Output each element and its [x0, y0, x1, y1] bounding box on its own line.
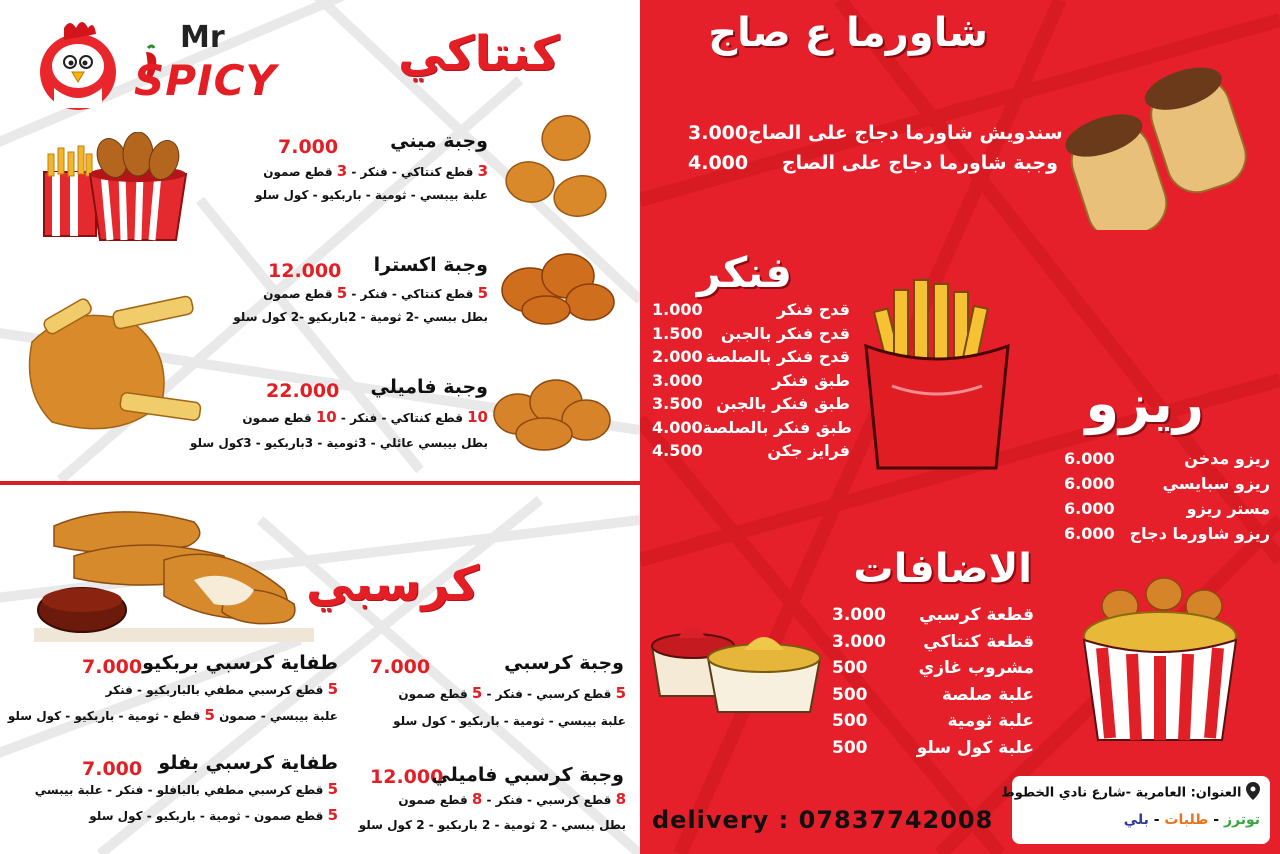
rizo-item-name: ريزو مدخن — [1184, 449, 1270, 468]
logo-spicy-text: SPICY — [134, 56, 277, 105]
crispy-family-name: وجبة كرسبي فاميلي — [431, 764, 624, 786]
mini-meal-count: 3 — [477, 162, 488, 180]
rizo-item-name: مستر ريزو — [1186, 499, 1270, 518]
fries-item-price: 2.000 — [652, 347, 703, 367]
family-meal-price: 22.000 — [266, 380, 340, 402]
rizo-item-price: 6.000 — [1064, 474, 1115, 493]
mini-meal-bread: قطع صمون — [263, 165, 337, 179]
section-divider — [0, 481, 640, 485]
fries-row — [652, 369, 850, 393]
fries-item-name: فرايز جكن — [767, 441, 850, 461]
extra-meal-name: وجبة اكسترا — [373, 254, 488, 276]
extras-item-price: 500 — [832, 684, 868, 705]
extras-item-name: قطعة كرسبي — [919, 605, 1034, 626]
family-meal-count: 10 — [467, 408, 488, 426]
extras-title: الاضافات — [853, 546, 1032, 592]
extra-meal-count: 5 — [477, 284, 488, 302]
extras-item-name: علبة ثومية — [947, 711, 1034, 732]
address-label: العنوان: — [1190, 785, 1242, 801]
shawarma-item-name: سندويش شاورما دجاج على الصاج — [748, 122, 1063, 144]
bbq-crispy-bread-count: 5 — [204, 706, 215, 724]
family-meal-bread: قطع صمون — [242, 411, 316, 425]
mini-meal-line1 — [263, 162, 488, 180]
bbq-crispy-text: قطع كرسبي مطفي بالباربكيو - فنكر — [105, 683, 328, 697]
family-meal-line1 — [242, 408, 488, 426]
buffalo-crispy-count: 5 — [327, 780, 338, 798]
app-separator: - — [1208, 812, 1224, 828]
buffalo-crispy-line2-text: قطع صمون - ثومية - باربكيو - كول سلو — [89, 809, 328, 823]
buffalo-crispy-name: طفاية كرسبي بفلو — [158, 752, 338, 774]
sauces-image — [648, 606, 824, 716]
buffalo-crispy-line2 — [89, 806, 338, 824]
mini-meal-bread-count: 3 — [336, 162, 348, 180]
family-meal-name: وجبة فاميلي — [370, 376, 488, 398]
extra-meal-bread-count: 5 — [336, 284, 348, 302]
mini-meal-name: وجبة ميني — [390, 130, 488, 152]
address-box — [1001, 776, 1270, 844]
extras-row — [832, 682, 1034, 709]
extras-item-price: 500 — [832, 711, 868, 732]
delivery-phone: delivery : 07837742008 — [652, 806, 994, 834]
buffalo-crispy-line1 — [35, 780, 338, 798]
extra-meal-bread: قطع صمون — [263, 287, 337, 301]
extras-item-price: 3.000 — [832, 605, 886, 626]
family-meal-line2: بطل بيبسي عائلي - 3ثومية - 3باربكيو - 3كول سلو — [189, 436, 488, 450]
rizo-list — [1064, 446, 1270, 546]
app-separator: - — [1148, 812, 1165, 828]
fries-row — [652, 298, 850, 322]
crispy-family-count: 8 — [615, 790, 626, 808]
fries-item-name: قدح فنكر بالصلصة — [705, 347, 850, 367]
crispy-strips-image — [34, 500, 314, 642]
rizo-title: ريزو — [1085, 372, 1204, 435]
crispy-family-line2: بطل ببسي - 2 ثومية - 2 باربكيو - 2 كول سلو — [358, 818, 626, 832]
extras-item-name: قطعة كنتاكي — [923, 631, 1034, 652]
shawarma-item-name: وجبة شاورما دجاج على الصاج — [781, 152, 1058, 174]
rizo-item-price: 6.000 — [1064, 449, 1115, 468]
fries-row — [652, 392, 850, 416]
shawarma-wrap-image — [1056, 64, 1256, 230]
extra-meal-text: قطع كنتاكي - فنكر - — [347, 287, 478, 301]
fries-image — [862, 276, 1012, 472]
mini-meal-line2: علبة بيبسي - ثومية - باربكيو - كول سلو — [255, 188, 488, 202]
extras-item-price: 500 — [832, 658, 868, 679]
fries-item-name: طبق فنكر بالجبن — [716, 394, 850, 414]
extra-meal-price: 12.000 — [268, 260, 342, 282]
extras-item-name: مشروب غازي — [918, 658, 1034, 679]
crispy-meal-count: 5 — [615, 684, 626, 702]
fries-row — [652, 416, 850, 440]
rizo-row — [1064, 471, 1270, 496]
shawarma-title: شاورما ع صاج — [708, 10, 988, 56]
extras-item-name: علبة صلصة — [941, 684, 1034, 705]
delivery-apps — [1022, 812, 1260, 828]
extras-row — [832, 735, 1034, 762]
rizo-item-price: 6.000 — [1064, 499, 1115, 518]
mini-meal-text: قطع كنتاكي - فنكر - — [347, 165, 478, 179]
extras-item-price: 500 — [832, 737, 868, 758]
fries-item-price: 4.500 — [652, 441, 703, 461]
fries-item-name: طبق فنكر — [772, 370, 850, 390]
fries-list — [652, 298, 850, 463]
family-chicken-image — [488, 374, 614, 454]
crispy-meal-bread: قطع صمون — [398, 687, 472, 701]
fries-item-name: قدح فنكر — [776, 300, 850, 320]
crispy-meal-bread-count: 5 — [471, 684, 483, 702]
shawarma-row-1 — [688, 122, 1063, 144]
crispy-family-bread-count: 8 — [471, 790, 483, 808]
toters-label: توترز — [1223, 812, 1260, 828]
extra-meal-line2: بطل ببسي -2 ثومية - 2باربكيو -2 كول سلو — [233, 310, 488, 324]
shawarma-row-2 — [688, 152, 1058, 174]
fries-row — [652, 439, 850, 463]
rizo-item-name: ريزو سبايسي — [1162, 474, 1270, 493]
crispy-family-price: 12.000 — [370, 766, 444, 788]
address-line — [1001, 782, 1260, 804]
crispy-family-text: قطع كرسبي - فنكر - — [482, 793, 616, 807]
rooster-logo-icon — [34, 18, 122, 114]
buffalo-crispy-price: 7.000 — [82, 758, 143, 780]
extras-row — [832, 655, 1034, 682]
kentucky-bucket-image — [40, 132, 190, 244]
fries-row — [652, 345, 850, 369]
bbq-crispy-price: 7.000 — [82, 656, 143, 678]
extras-item-name: علبة كول سلو — [916, 737, 1034, 758]
fries-item-name: طبق فنكر بالصلصة — [702, 417, 852, 437]
buffalo-crispy-text: قطع كرسبي مطفي بالبافلو - فنكر - علبة بيبسي — [34, 783, 328, 797]
rizo-row — [1064, 496, 1270, 521]
kentucky-title: كنتاكي — [398, 26, 560, 82]
crispy-meal-line1 — [398, 684, 626, 702]
rizo-row — [1064, 446, 1270, 471]
talabat-label: طلبات — [1164, 812, 1209, 828]
crispy-meal-text: قطع كرسبي - فنكر - — [482, 687, 616, 701]
family-meal-bread-count: 10 — [315, 408, 337, 426]
mini-meal-price: 7.000 — [278, 136, 339, 158]
fries-item-price: 1.500 — [652, 323, 703, 343]
rizo-bucket-image — [1080, 576, 1240, 744]
bbq-crispy-name: طفاية كرسبي بربكيو — [142, 652, 338, 674]
extras-row — [832, 602, 1034, 629]
fries-item-price: 4.000 — [652, 417, 703, 437]
shawarma-item-price: 3.000 — [688, 122, 749, 144]
bly-label: بلي — [1123, 812, 1149, 828]
crispy-family-line1 — [398, 790, 626, 808]
extras-item-price: 3.000 — [832, 631, 886, 652]
crispy-meal-price: 7.000 — [370, 656, 431, 678]
extras-row — [832, 629, 1034, 656]
rizo-row — [1064, 521, 1270, 546]
fries-item-price: 1.000 — [652, 300, 703, 320]
rizo-item-name: ريزو شاورما دجاج — [1129, 524, 1270, 543]
crispy-meal-name: وجبة كرسبي — [504, 652, 624, 674]
bbq-crispy-line2-suffix: قطع - ثومية - باربكيو - كول سلو — [7, 709, 205, 723]
shawarma-item-price: 4.000 — [688, 152, 749, 174]
bbq-crispy-line1 — [106, 680, 338, 698]
family-meal-text: قطع كنتاكي - فنكر - — [336, 411, 468, 425]
buffalo-crispy-bread-count: 5 — [327, 806, 338, 824]
bbq-crispy-line2-text: علبة بيبسي - صمون — [214, 709, 338, 723]
strips-fries-image — [22, 282, 222, 450]
extras-row — [832, 708, 1034, 735]
fries-item-name: قدح فنكر بالجبن — [720, 323, 850, 343]
crispy-family-bread: قطع صمون — [398, 793, 472, 807]
fries-item-price: 3.500 — [652, 394, 703, 414]
extras-list — [832, 602, 1034, 761]
rizo-item-price: 6.000 — [1064, 524, 1115, 543]
crispy-meal-line2: علبة بيبسي - ثومية - باربكيو - كول سلو — [393, 714, 626, 728]
bbq-crispy-count: 5 — [327, 680, 338, 698]
chicken-pieces-image — [500, 110, 612, 222]
extra-meal-line1 — [263, 284, 488, 302]
extra-chicken-image — [490, 246, 620, 326]
logo-mr-text: Mr — [180, 20, 225, 55]
location-pin-icon — [1246, 782, 1260, 804]
fries-item-price: 3.000 — [652, 370, 703, 390]
address-text: العامرية -شارع نادي الخطوط — [1001, 785, 1187, 801]
fries-title: فنكر — [696, 248, 792, 297]
bbq-crispy-line2 — [8, 706, 338, 724]
crispy-title: كرسبي — [306, 556, 480, 612]
fries-row — [652, 322, 850, 346]
